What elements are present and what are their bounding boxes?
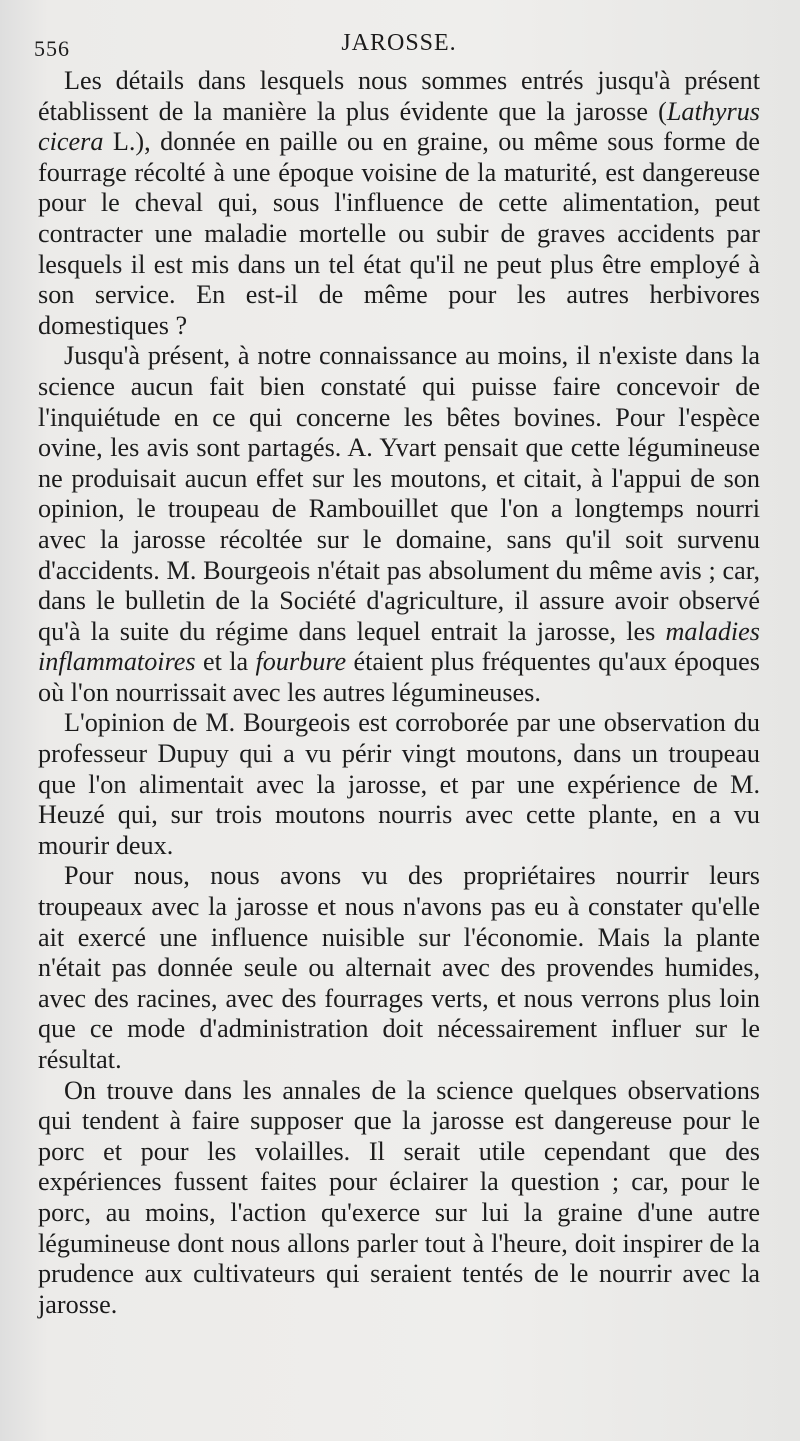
text-segment: L.), donnée en paille ou en graine, ou même sous forme de fourrage récolté à une époque voisine de la maturité, est dangereuse pour le cheval qui, sous l'influence de cette alimentation, peut contracter une maladie mortelle ou subir de graves accidents par lesquels il est mis dans un tel état qu'il ne peut plus être employé à son service. En est-il de même pour les autres herbivores domestiques ?	[38, 127, 760, 340]
page-number: 556	[34, 36, 70, 61]
text-segment: Pour nous, nous avons vu des propriétaires nourrir leurs troupeaux avec la jarosse et nous n'avons pas eu à constater qu'elle ait exercé une influence nuisible sur l'économie. Mais la plante n'était pas donnée seule ou alternait avec des provendes humides, avec des racines, avec des fourrages verts, et nous verrons plus loin que ce mode d'administration doit nécessairement influer sur le résultat.	[38, 861, 760, 1074]
running-head: JAROSSE.	[341, 30, 457, 56]
text-segment: et la	[195, 647, 256, 677]
text-segment: On trouve dans les annales de la science quelques observations qui tendent à faire supposer que la jarosse est dangereuse pour le porc et pour les volailles. Il serait utile cependant que des expériences fussent faites pour éclairer la question ; car, pour le porc, au moins, l'action qu'exerce sur lui la graine d'une autre légumineuse dont nous allons parler tout à l'heure, doit inspirer de la prudence aux cultivateurs qui seraient tentés de le nourrir avec la jarosse.	[38, 1075, 760, 1319]
page-header	[34, 26, 760, 62]
paragraph	[38, 1076, 760, 1321]
text-segment: Les détails dans lesquels nous sommes entrés jusqu'à présent établissent de la manière la plus évidente que la jarosse (	[38, 66, 760, 126]
paragraph	[38, 861, 760, 1075]
italic-text-segment: Lathyrus cicera	[38, 96, 760, 157]
text-segment: Jusqu'à présent, à notre connaissance au moins, il n'existe dans la science aucun fait bien constaté qui puisse faire concevoir de l'inquiétude en ce qui concerne les bêtes bovines. Pour l'espèce ovine, les avis sont partagés. A. Yvart pensait que cette légumineuse ne produisait aucun effet sur les moutons, et citait, à l'appui de son opinion, le troupeau de Rambouillet que l'on a longtemps nourri avec la jarosse récoltée sur le domaine, sans qu'il soit survenu d'accidents. M. Bourgeois n'était pas absolument du même avis ; car, dans le bulletin de la Société d'agriculture, il assure avoir observé qu'à la suite du régime dans lequel entrait la jarosse, les	[38, 341, 760, 646]
paragraph	[38, 341, 760, 708]
text-segment: L'opinion de M. Bourgeois est corroborée par une observation du professeur Dupuy qui a vu périr vingt moutons, dans un troupeau que l'on alimentait avec la jarosse, et par une expérience de M. Heuzé qui, sur trois moutons nourris avec cette plante, en a vu mourir deux.	[38, 708, 760, 860]
text-segment: étaient plus fréquentes qu'aux époques où l'on nourrissait avec les autres légumineuses.	[38, 647, 760, 707]
italic-text-segment: maladies inflammatoires	[38, 616, 760, 677]
paragraph	[38, 66, 760, 341]
body-text	[38, 66, 760, 1320]
paragraph	[38, 708, 760, 861]
italic-text-segment: fourbure	[255, 647, 347, 677]
